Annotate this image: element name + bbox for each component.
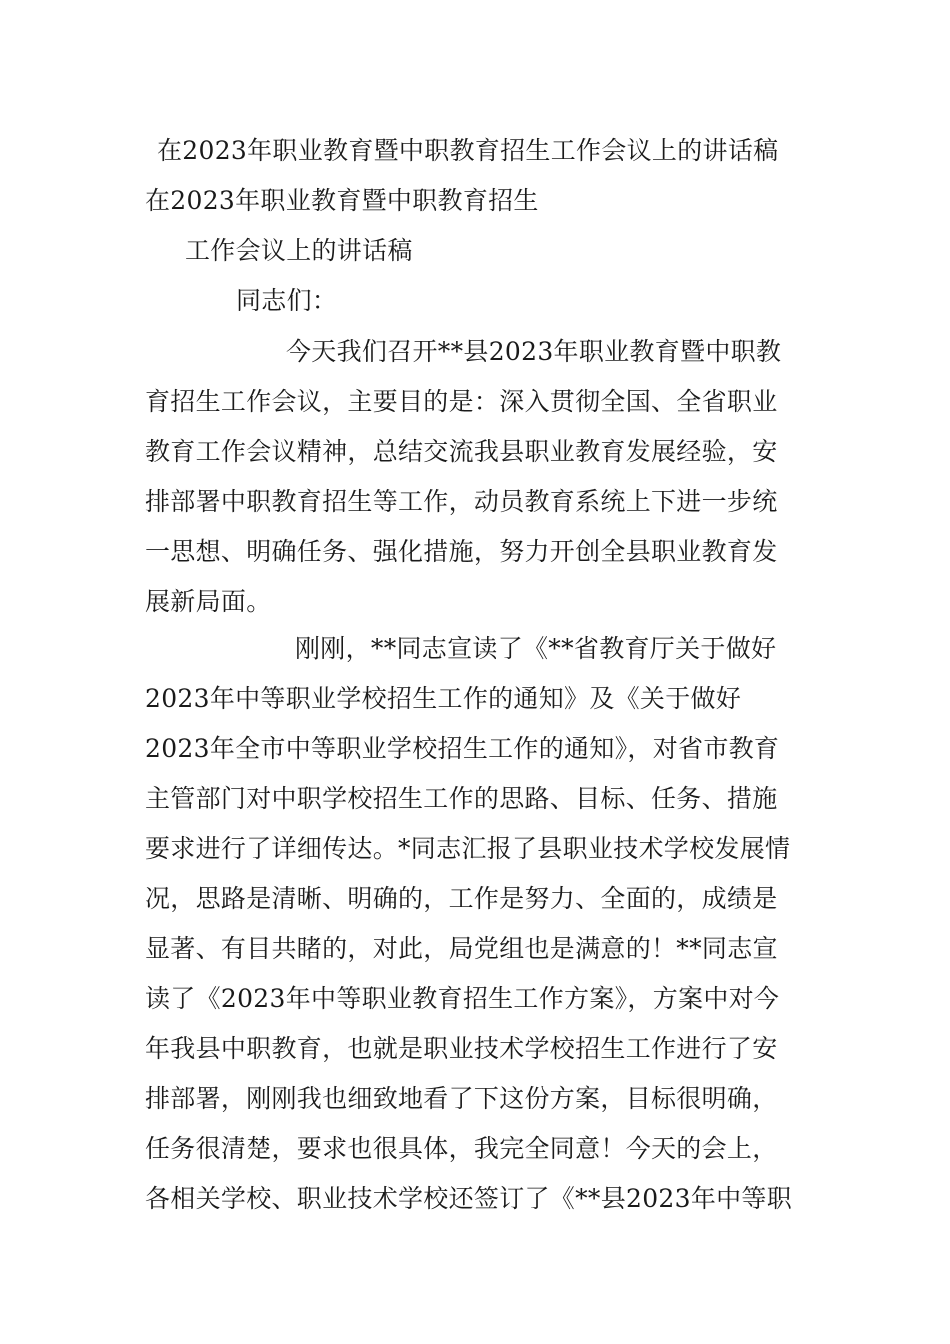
paragraph-2-line: 刚刚，**同志宣读了《**省教育厅关于做好 bbox=[295, 634, 777, 663]
paragraph-2-line: 主管部门对中职学校招生工作的思路、目标、任务、措施 bbox=[145, 784, 778, 813]
paragraph-2-line: 年我县中职教育，也就是职业技术学校招生工作进行了安 bbox=[145, 1034, 778, 1063]
paragraph-2-line: 排部署，刚刚我也细致地看了下这份方案，目标很明确， bbox=[145, 1084, 778, 1113]
paragraph-2-line: 要求进行了详细传达。*同志汇报了县职业技术学校发展情 bbox=[145, 834, 791, 863]
paragraph-1-line: 育招生工作会议，主要目的是：深入贯彻全国、全省职业 bbox=[145, 387, 778, 416]
paragraph-1-line: 今天我们召开**县2023年职业教育暨中职教 bbox=[286, 337, 782, 366]
paragraph-2-line: 2023年中等职业学校招生工作的通知》及《关于做好 bbox=[145, 684, 742, 713]
document-title: 在2023年职业教育暨中职教育招生工作会议上的讲话稿 bbox=[157, 136, 779, 165]
paragraph-2-line: 任务很清楚，要求也很具体，我完全同意！今天的会上， bbox=[145, 1134, 778, 1163]
paragraph-2-line: 显著、有目共睹的，对此，局党组也是满意的！**同志宣 bbox=[145, 934, 778, 963]
salutation: 同志们： bbox=[236, 286, 338, 315]
paragraph-1-line: 排部署中职教育招生等工作，动员教育系统上下进一步统 bbox=[145, 487, 778, 516]
paragraph-1-line: 教育工作会议精神，总结交流我县职业教育发展经验，安 bbox=[145, 437, 778, 466]
paragraph-1-line: 一思想、明确任务、强化措施，努力开创全县职业教育发 bbox=[145, 537, 778, 566]
paragraph-2-line: 各相关学校、职业技术学校还签订了《**县2023年中等职 bbox=[145, 1184, 793, 1213]
paragraph-2-line: 2023年全市中等职业学校招生工作的通知》，对省市教育 bbox=[145, 734, 780, 763]
paragraph-1-line: 展新局面。 bbox=[145, 587, 272, 616]
heading-line-2: 工作会议上的讲话稿 bbox=[185, 236, 413, 265]
paragraph-2-line: 读了《2023年中等职业教育招生工作方案》，方案中对今 bbox=[145, 984, 780, 1013]
heading-line-1: 在2023年职业教育暨中职教育招生 bbox=[145, 186, 539, 215]
paragraph-2-line: 况，思路是清晰、明确的，工作是努力、全面的，成绩是 bbox=[145, 884, 778, 913]
